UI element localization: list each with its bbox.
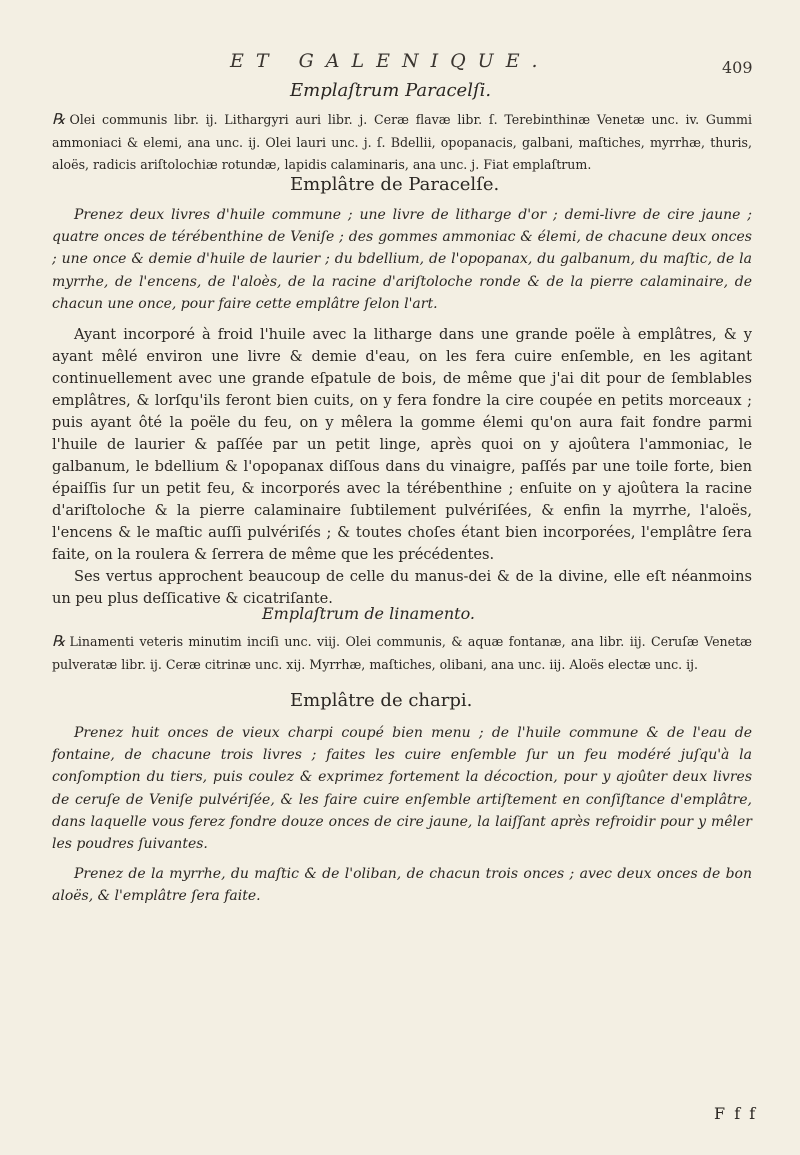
french-recipe-paracelse (52, 204, 752, 315)
recipe-symbol: ℞ (52, 632, 66, 650)
latin-title-linamento: Emplaſtrum de linamento. (262, 604, 475, 623)
french-title-charpi: Emplâtre de charpi. (290, 690, 473, 711)
french-recipe-charpi (52, 722, 752, 908)
italic-recipe-text-2: Prenez de la myrrhe, du maſtic & de l'oliban, de chacun trois onces ; avec deux onces de bon aloës, & l'emplâtre ſera faite. (52, 866, 752, 905)
latin-recipe-linamento (52, 630, 752, 676)
french-title-paracelse: Emplâtre de Paracelſe. (290, 174, 500, 195)
italic-recipe-text: Prenez deux livres d'huile commune ; une livre de litharge d'or ; demi-livre de cire jaune ; quatre onces de térébenthine de Veniſe ; des gommes ammoniac & élemi, de chacune deux onces ; une once & demie d'huile de laurier ; du bdellium, de l'opopanax, du galbanum, du maſtic, de la myrrhe, de l'encens, de l'aloès, de la racine d'ariſtoloche ronde & de la pierre calaminaire, de chacun une once, pour faire cette emplâtre ſelon l'art. (52, 207, 752, 312)
virtues-paragraph: Ses vertus approchent beaucoup de celle du manus-dei & de la divine, elle eſt néanmoins un peu plus deſſicative & cicatriſante. (52, 568, 752, 607)
page-number: 409 (722, 58, 753, 77)
latin-recipe-paracelsus (52, 108, 752, 177)
signature-mark: F f f (714, 1104, 758, 1123)
preparation-text (52, 324, 752, 610)
latin-title-paracelsus: Emplaſtrum Paracelſi. (290, 80, 492, 101)
preparation-paragraph: Ayant incorporé à froid l'huile avec la litharge dans une grande poële à emplâtres, & y ayant mêlé environ une livre & demie d'eau, on les fera cuire enſemble, en les agitant continuellement avec une grande eſpatule de bois, de même que j'ai dit pour de ſemblables emplâtres, & lorſqu'ils feront bien cuits, on y fera fondre la cire coupée en petits morceaux ; puis ayant ôté la poële du feu, on y mêlera la gomme élemi qu'on aura fait fondre parmi l'huile de laurier & paſſée par un petit linge, après quoi on y ajoûtera l'ammoniac, le galbanum, le bdellium & l'opopanax diſſous dans du vinaigre, paſſés par une toile forte, bien épaiſſis ſur un petit feu, & incorporés avec la térébenthine ; enſuite on y ajoûtera la racine d'ariſtoloche & la pierre calaminaire ſubtilement pulvériſées, & enfin la myrrhe, l'aloës, l'encens & le maſtic auſſi pulvériſés ; & toutes choſes étant bien incorporées, l'emplâtre ſera faite, on la roulera & ſerrera de même que les précédentes. (52, 326, 752, 563)
italic-recipe-text-1: Prenez huit onces de vieux charpi coupé bien menu ; de l'huile commune & de l'eau de fontaine, de chacune trois livres ; faites les cuire enſemble ſur un feu modéré juſqu'à la conſomption du tiers, puis coulez & exprimez fortement la décoction, pour y ajoûter deux livres de ceruſe de Veniſe pulvériſée, & les faire cuire enſemble artiſtement en conſiſtance d'emplâtre, dans laquelle vous ferez fondre douze onces de cire jaune, la laiſſant après refroidir pour y mêler les poudres ſuivantes. (52, 725, 752, 853)
running-head: ET GALENIQUE. (230, 50, 550, 72)
latin-recipe-text: Linamenti veteris minutim inciſi unc. viij. Olei communis, & aquæ fontanæ, ana libr. iij. Ceruſæ Venetæ pulveratæ libr. ij. Ceræ citrinæ unc. xij. Myrrhæ, maſtiches, olibani, ana unc. iij. Aloës electæ unc. ij. (52, 634, 752, 672)
latin-recipe-text: Olei communis libr. ij. Lithargyri auri libr. j. Ceræ flavæ libr. ſ. Terebinthinæ Venetæ unc. iv. Gummi ammoniaci & elemi, ana unc. ij. Olei lauri unc. j. ſ. Bdellii, opopanacis, galbani, maſtiches, myrrhæ, thuris, aloës, radicis ariſtolochiæ rotundæ, lapidis calaminaris, ana unc. j. Fiat emplaſtrum. (52, 112, 752, 172)
recipe-symbol: ℞ (52, 110, 66, 128)
